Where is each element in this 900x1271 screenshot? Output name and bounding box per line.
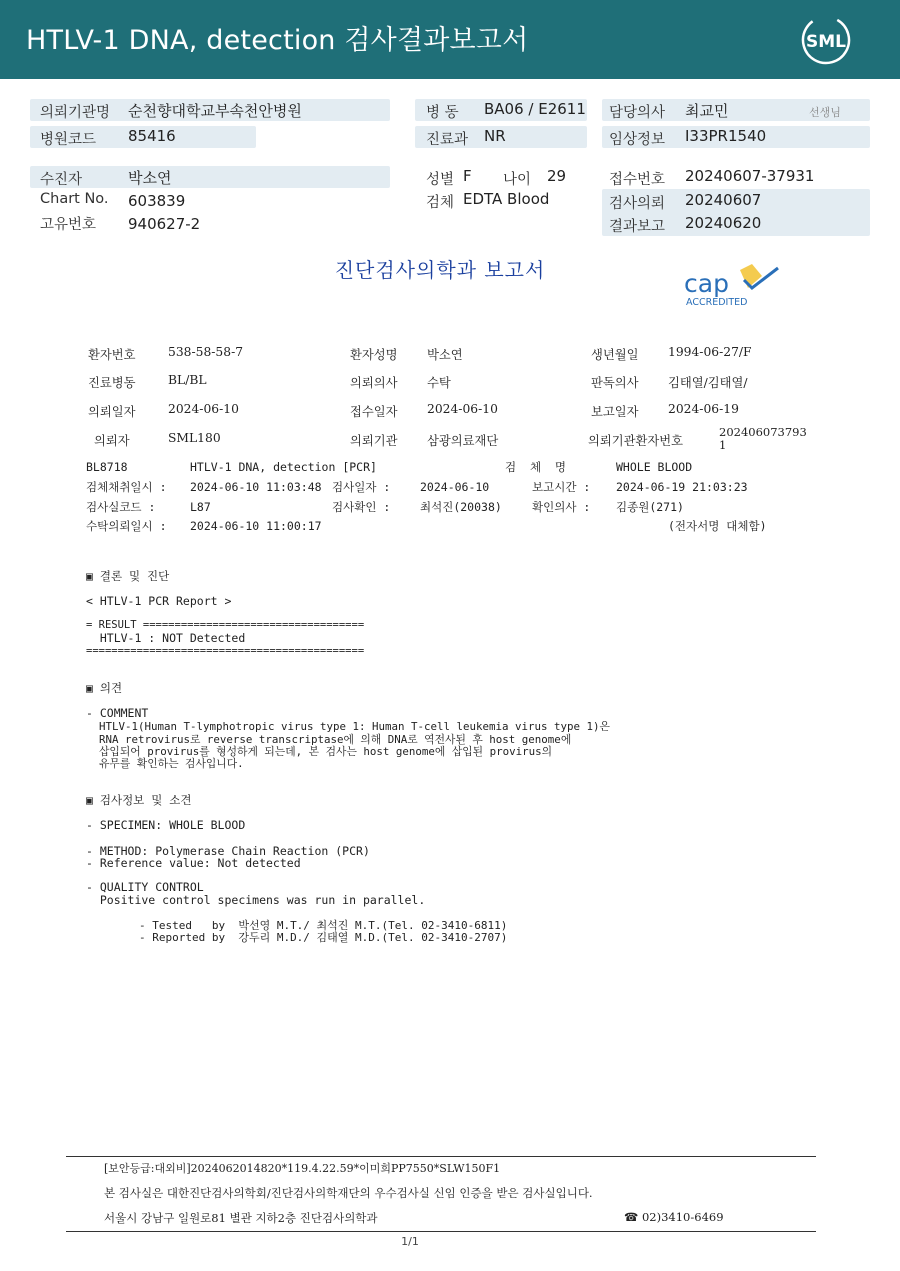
- patient-name-label: 환자성명: [350, 348, 398, 362]
- doctor-label: 담당의사: [609, 105, 666, 121]
- patient-no-value: 538-58-58-7: [168, 345, 244, 359]
- reference-line: - Reference value: Not detected: [86, 856, 301, 870]
- dob-label: 생년월일: [591, 348, 639, 362]
- dob-value: 1994-06-27/F: [668, 345, 752, 359]
- ward-value: BA06 / E2611: [484, 100, 586, 118]
- qc-line: Positive control specimens was run in parallel.: [86, 893, 426, 907]
- reading-doctor-value: 김태열/김태열/: [668, 376, 748, 390]
- clinical-label: 임상정보: [609, 132, 666, 148]
- hospital-code-value: 85416: [128, 127, 176, 145]
- reception-label: 접수번호: [609, 172, 666, 188]
- pcr-report-title: < HTLV-1 PCR Report >: [86, 594, 232, 608]
- patient-no-label: 환자번호: [88, 348, 136, 362]
- reported-label: 결과보고: [609, 219, 666, 235]
- unique-value: 940627-2: [128, 215, 201, 233]
- confirm-doc-label: 확인의사 :: [532, 500, 591, 514]
- method-line: - METHOD: Polymerase Chain Reaction (PCR): [86, 844, 370, 858]
- reported-value: 20240620: [685, 214, 762, 232]
- result-value: HTLV-1 : NOT Detected: [86, 631, 246, 645]
- collect-label: 검체채취일시 :: [86, 480, 167, 494]
- institution-value: 순천향대학교부속천안병원: [128, 102, 302, 120]
- comment-line-4: 유무를 확인하는 검사입니다.: [86, 757, 244, 770]
- test-date-value: 2024-06-10: [420, 480, 490, 494]
- result-end-line: ============================================: [86, 645, 365, 657]
- recv-date-value: 2024-06-10: [427, 402, 498, 416]
- section-opinion-title: ▣ 의견: [86, 681, 123, 695]
- specimen-value: EDTA Blood: [463, 190, 550, 208]
- ward2-label: 진료병동: [88, 376, 136, 390]
- esign-note: (전자서명 대체함): [668, 519, 767, 533]
- address-line: 서울시 강남구 일원로81 별관 지하2층 진단검사의학과: [104, 1211, 378, 1225]
- sex-label: 성별: [426, 172, 455, 188]
- report-title: 진단검사의학과 보고서: [334, 258, 546, 282]
- cap-logo-text: cap: [684, 269, 729, 298]
- specimen-line: - SPECIMEN: WHOLE BLOOD: [86, 818, 246, 832]
- requested-value: 20240607: [685, 191, 762, 209]
- requester-value: SML180: [168, 431, 221, 445]
- report-time-label: 보고시간 :: [532, 480, 591, 494]
- unique-label: 고유번호: [40, 217, 97, 233]
- confirm-doc-value: 김종원(271): [616, 500, 684, 514]
- comment-head: - COMMENT: [86, 706, 149, 720]
- report-header: [0, 0, 900, 79]
- report-date-value: 2024-06-19: [668, 402, 739, 416]
- recv-date-label: 접수일자: [350, 405, 398, 419]
- req-doctor-value: 수탁: [427, 376, 451, 390]
- age-value: 29: [547, 167, 567, 185]
- cap-logo-subtext: ACCREDITED: [686, 297, 748, 308]
- confirm-label: 검사확인 :: [332, 500, 391, 514]
- room-code-value: L87: [190, 500, 211, 514]
- patient-label: 수진자: [40, 172, 83, 188]
- sex-value: F: [463, 167, 472, 185]
- doctor-suffix: 선생님: [809, 106, 841, 119]
- security-line: [보안등급:대외비]2024062014820*119.4.22.59*이미희PP7550*SLW150F1: [104, 1162, 501, 1175]
- test-code: BL8718: [86, 460, 128, 474]
- patient-bar: [30, 166, 390, 188]
- section-info-title: ▣ 검사정보 및 소견: [86, 793, 192, 807]
- phone-line: ☎ 02)3410-6469: [624, 1210, 724, 1224]
- tested-by-line: - Tested by 박선영 M.T./ 최석진 M.T.(Tel. 02-3410-6811): [86, 919, 508, 932]
- specimen-name-label: 검 체 명: [505, 460, 567, 474]
- dept-label: 진료과: [426, 132, 469, 148]
- specimen-name-value: WHOLE BLOOD: [616, 460, 693, 474]
- collect-value: 2024-06-10 11:03:48: [190, 480, 322, 494]
- requested-label: 검사의뢰: [609, 196, 666, 212]
- patient-value: 박소연: [128, 169, 172, 187]
- clinical-value: I33PR1540: [685, 127, 767, 145]
- req-inst-pt-label: 의뢰기관환자번호: [588, 434, 684, 448]
- comment-line-3: 삽입되어 provirus를 형성하게 되는데, 본 검사는 host genome에 삽입된 provirus의: [86, 745, 553, 758]
- page-number: 1/1: [401, 1235, 419, 1248]
- result-line: = RESULT ===================================: [86, 619, 365, 631]
- report-date-label: 보고일자: [591, 405, 639, 419]
- test-name: HTLV-1 DNA, detection [PCR]: [190, 460, 377, 474]
- age-label: 나이: [503, 172, 532, 188]
- footer-top-divider: [66, 1156, 816, 1157]
- req-inst-pt-value-1: 202406073793: [719, 425, 807, 439]
- req-doctor-label: 의뢰의사: [350, 376, 398, 390]
- ward2-value: BL/BL: [168, 373, 207, 387]
- page-title: HTLV-1 DNA, detection 검사결과보고서: [26, 25, 529, 56]
- qc-head: - QUALITY CONTROL: [86, 880, 204, 894]
- ward-label: 병 동: [426, 105, 459, 121]
- sml-logo-text: SML: [806, 32, 846, 52]
- req-date-label: 의뢰일자: [88, 405, 136, 419]
- consign-label: 수탁의뢰일시 :: [86, 519, 167, 533]
- test-date-label: 검사일자 :: [332, 480, 391, 494]
- cap-accredited-logo: [682, 262, 787, 312]
- certification-line: 본 검사실은 대한진단검사의학회/진단검사의학재단의 우수검사실 신임 인증을 받은 검사실입니다.: [104, 1186, 593, 1200]
- sml-logo-icon: [800, 14, 852, 66]
- comment-line-2: RNA retrovirus로 reverse transcriptase에 의해 DNA로 역전사된 후 host genome에: [86, 733, 572, 746]
- section-conclusion-title: ▣ 결론 및 진단: [86, 569, 170, 583]
- requester-label: 의뢰자: [94, 434, 130, 448]
- institution-label: 의뢰기관명: [40, 105, 111, 121]
- confirm-value: 최석진(20038): [420, 500, 502, 514]
- consign-value: 2024-06-10 11:00:17: [190, 519, 322, 533]
- reported-by-line: - Reported by 강두리 M.D./ 김태열 M.D.(Tel. 02-3410-2707): [86, 931, 508, 944]
- room-code-label: 검사실코드 :: [86, 500, 156, 514]
- footer-bottom-divider: [66, 1231, 816, 1232]
- specimen-label: 검체: [426, 195, 455, 211]
- chart-label: Chart No.: [40, 191, 109, 207]
- hospital-code-label: 병원코드: [40, 132, 97, 148]
- comment-line-1: HTLV-1(Human T-lymphotropic virus type 1: Human T-cell leukemia virus type 1)은: [86, 720, 610, 733]
- req-date-value: 2024-06-10: [168, 402, 239, 416]
- req-inst-pt-value-2: 1: [719, 438, 727, 452]
- req-inst-label: 의뢰기관: [350, 434, 398, 448]
- doctor-value: 최교민: [685, 102, 729, 120]
- reception-value: 20240607-37931: [685, 167, 815, 185]
- req-inst-value: 삼광의료재단: [427, 434, 499, 448]
- chart-value: 603839: [128, 192, 186, 210]
- report-time-value: 2024-06-19 21:03:23: [616, 480, 748, 494]
- patient-name-value: 박소연: [427, 348, 463, 362]
- reading-doctor-label: 판독의사: [591, 376, 639, 390]
- dept-value: NR: [484, 127, 506, 145]
